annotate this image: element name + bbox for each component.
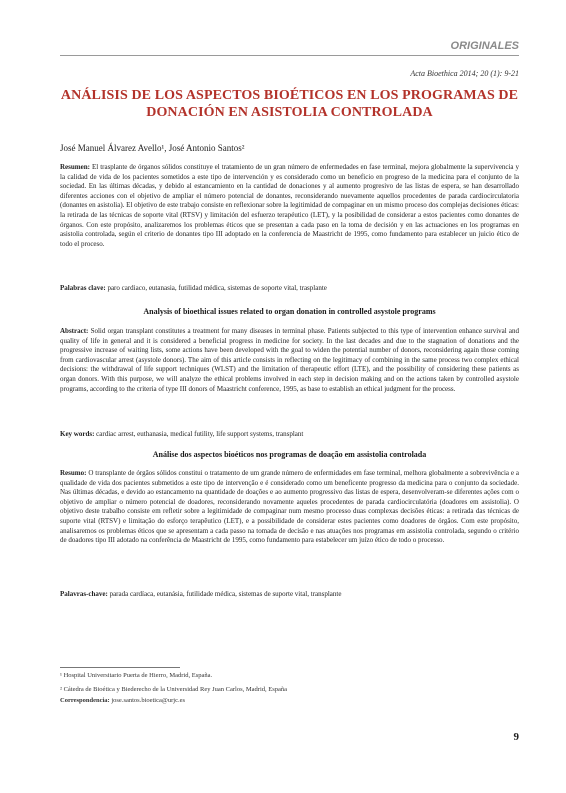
key-words-text: cardiac arrest, euthanasia, medical futility, life support systems, transplant bbox=[96, 430, 304, 438]
palabras-clave bbox=[60, 284, 519, 294]
correspondence-label: Correspondencia: bbox=[60, 697, 110, 704]
resumo-text: O transplante de órgãos sólidos constitui o tratamento de um grande número de enfermidades em fase terminal, melhora globalmente a sobrevivência e a qualidade de vida dos pacientes submetidos a este tipo de intervenção e é considerado como um beneficente progresso da medicina para o conjunto da sociedade. Nas últimas décadas, e devido ao estancamento na quantidade de doações e ao aumento progressivo das listas de espera, desenvolveram-se diferentes ações com o objetivo de ampliar o número potencial de doadores, reconsiderando novamente aqueles procedentes de parada cardiocirculatória (doadores em assistolia). O objetivo deste trabalho consiste em refletir sobre a legitimidade de compaginar num mesmo processo duas complexas decisões éticas: a retirada das técnicas de suporte vital (RTSV) e limitação do esforço terapêutico (LET), e a possibilidade de considerar estes pacientes como doadores de órgãos. Com este propósito, analisaremos os problemas éticos que se apresentam a cada passo na tomada de decisão e nas atuações nos programas em assistolia controlada, segundo o critério de doadores tipo III adotado na conferência de Maastricht de 1995, como fundamento para estabelecer um juízo ético de todo o processo. bbox=[60, 469, 520, 545]
palavras-chave bbox=[60, 590, 519, 600]
correspondence bbox=[60, 696, 519, 706]
palavras-chave-label: Palavras-chave: bbox=[60, 590, 108, 598]
abstract-text: Solid organ transplant constitutes a treatment for many diseases in terminal phase. Patients subjected to this type of intervention enhance survival and quality of life in general and it is considered a beneficial progress in medicine for society. In the last decades and due to the stagnation of donations and the progressive increase of waiting lists, some actions have been developed with the goal to widen the potential number of donors, reconsidering again those coming from cardiovascular arrest (asystole donors). The aim of this article consists in reflecting on the legitimacy of combining in the same process two complex ethical decisions: the withdrawal of life support techniques (WLST) and the limitation of therapeutic effort (LTE), and the possibility of considering these patients as organ donors. With this purpose, we will analyze the ethical problems involved in each step in decision making and on the actions taken by controlled asystole programs, according to the criteria of type III donors of Maastricht conference, 1995, as base to establish an ethical judgment for the process. bbox=[60, 327, 519, 393]
portuguese-title: Análise dos aspectos bioéticos nos programas de doação em assistolia controlada bbox=[152, 450, 427, 459]
palabras-clave-label: Palabras clave: bbox=[60, 284, 106, 292]
footnote-2: ² Cátedra de Bioética y Biederecho de la Universidad Rey Juan Carlos, Madrid, España bbox=[60, 686, 288, 693]
key-words-label: Key words: bbox=[60, 430, 95, 438]
resumen-label: Resumen: bbox=[60, 163, 90, 171]
resumen-block bbox=[60, 163, 519, 249]
header-rule bbox=[60, 55, 519, 56]
abstract-block bbox=[60, 327, 519, 394]
footnote-1: ¹ Hospital Universitario Puerta de Hierro, Madrid, España. bbox=[60, 672, 213, 679]
palabras-clave-text: paro cardiaco, eutanasia, futilidad médica, sistemas de soporte vital, trasplante bbox=[107, 284, 327, 292]
english-title: Analysis of bioethical issues related to organ donation in controlled asystole programs bbox=[143, 307, 436, 316]
journal-citation: Acta Bioethica 2014; 20 (1): 9-21 bbox=[410, 69, 519, 78]
correspondence-email[interactable]: jose.santos.bioetica@urjc.es bbox=[111, 697, 186, 704]
section-label: ORIGINALES bbox=[450, 40, 519, 52]
resumen-text: El trasplante de órganos sólidos constituye el tratamiento de un gran número de enfermedades en fase terminal, mejora globalmente la supervivencia y la calidad de vida de los pacientes sometidos a este tipo de intervención y es considerado como un beneficio en progreso de la medicina para el conjunto de la sociedad. En las últimas décadas, y debido al estancamiento en la cantidad de donaciones y al aumento progresivo de las listas de espera, se han desarrollado diferentes acciones con el objetivo de ampliar el número potencial de donantes, reconsiderando nuevamente aquellos procedentes de parada cardiocirculatoria (donantes en asistolia). El objetivo de este trabajo consiste en reflexionar sobre la legitimidad de compaginar en un mismo proceso dos complejas decisiones éticas: la retirada de las técnicas de soporte vital (RTSV) y limitación del esfuerzo terapéutico (LET), y la posibilidad de considerar a estos pacientes como donantes de órganos. Con este propósito, analizaremos los problemas éticos que se presentan a cada paso en la toma de decisión y en las actuaciones en los programas en asistolia controlada, según el criterio de donantes tipo III adoptado en la conferencia de Maastricht de 1995, como fundamento para establecer un juicio ético de todo el proceso. bbox=[60, 163, 520, 248]
article-title: ANÁLISIS DE LOS ASPECTOS BIOÉTICOS EN LOS PROGRAMAS DE DONACIÓN EN ASISTOLIA CONTROLADA bbox=[60, 88, 519, 120]
resumo-block bbox=[60, 469, 519, 546]
resumo-label: Resumo: bbox=[60, 469, 87, 477]
authors: José Manuel Álvarez Avello¹, José Antonio Santos² bbox=[60, 143, 245, 153]
key-words bbox=[60, 430, 519, 440]
palavras-chave-text: parada cardíaca, eutanásia, futilidade médica, sistemas de suporte vital, transplante bbox=[109, 590, 342, 598]
page-number: 9 bbox=[513, 731, 519, 743]
footnote-rule bbox=[60, 667, 180, 668]
abstract-label: Abstract: bbox=[60, 327, 89, 335]
